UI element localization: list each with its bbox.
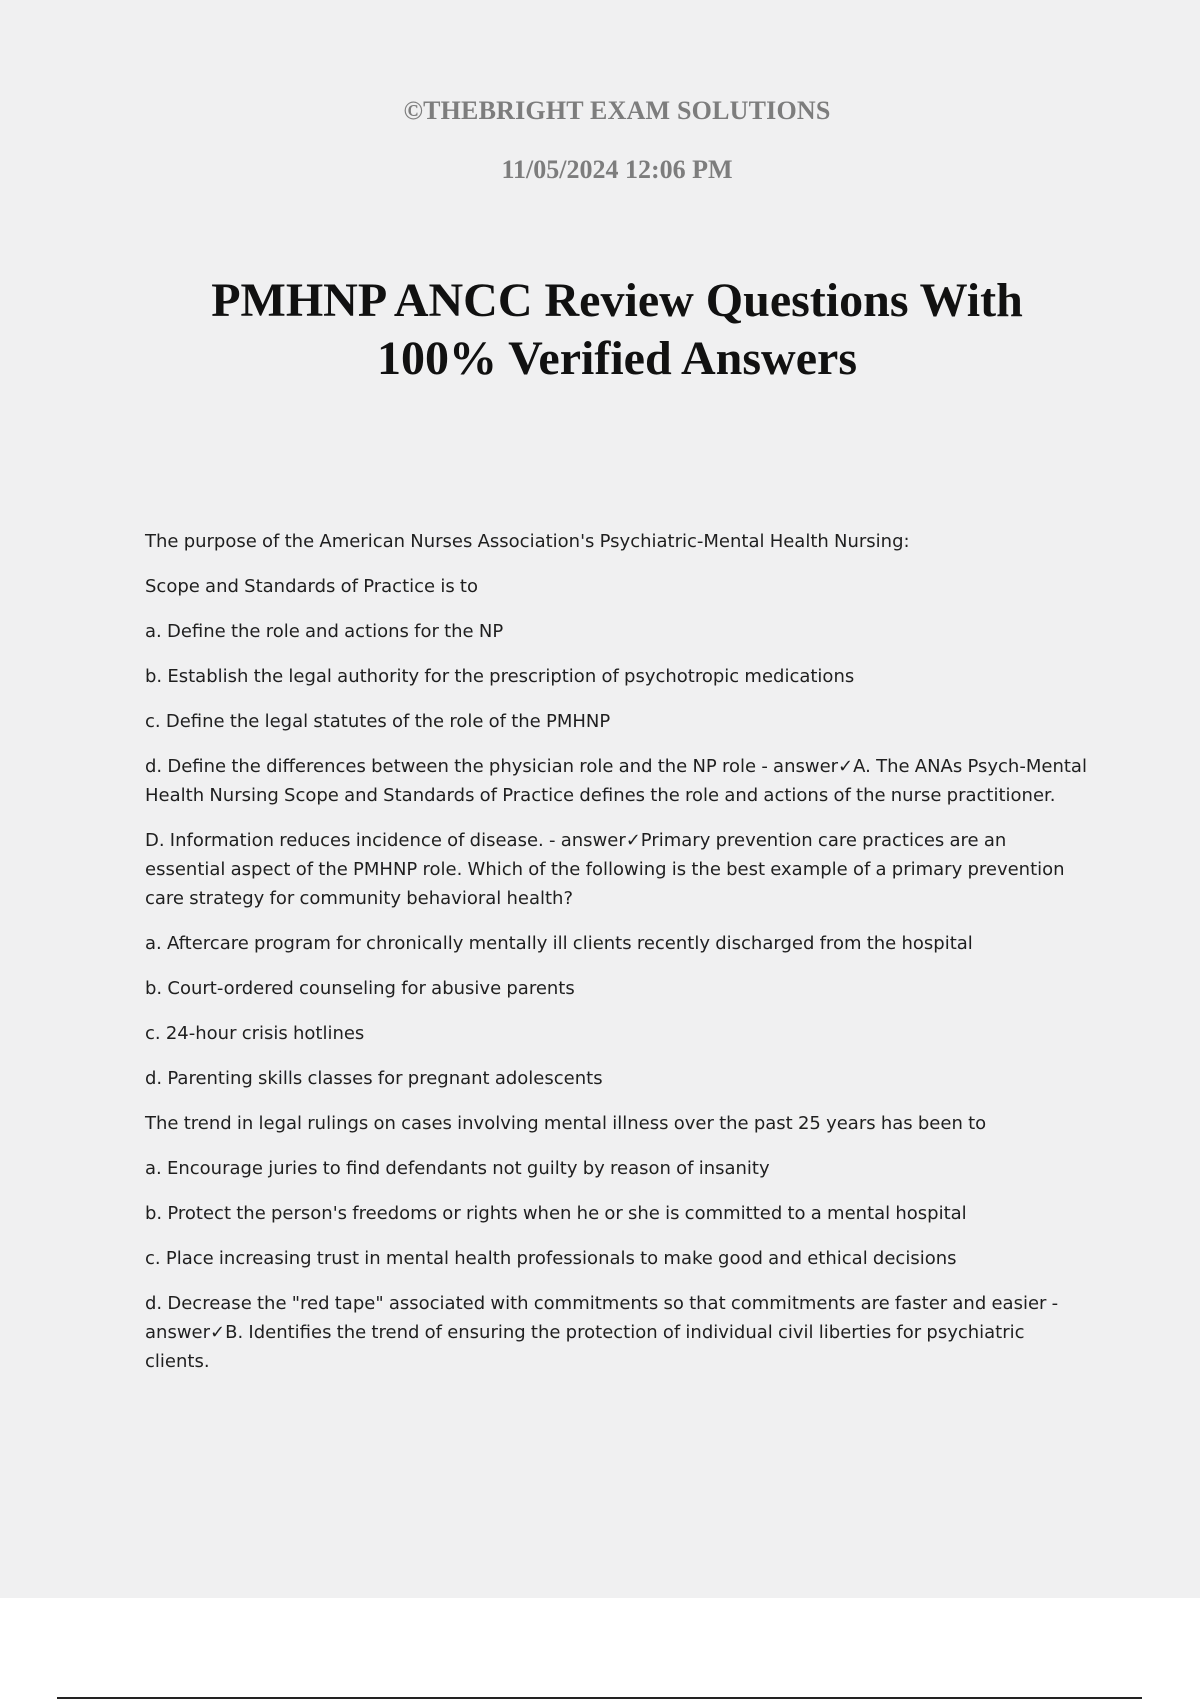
question-3-option-a: a. Encourage juries to find defendants not guilty by reason of insanity: [145, 1158, 770, 1179]
question-2-option-b: b. Court-ordered counseling for abusive parents: [145, 978, 575, 999]
question-1-option-b: b. Establish the legal authority for the prescription of psychotropic medications: [145, 666, 855, 687]
question-1-stem-cont: Scope and Standards of Practice is to: [145, 576, 478, 597]
question-3-option-b: b. Protect the person's freedoms or rights when he or she is committed to a mental hospital: [145, 1203, 967, 1224]
header-datetime: 11/05/2024 12:06 PM: [501, 155, 733, 184]
header-copyright: ©THEBRIGHT EXAM SOLUTIONS: [403, 96, 831, 125]
bottom-rule-divider: [57, 1697, 1142, 1699]
question-2-stem: D. Information reduces incidence of disease. - answer✓Primary prevention care practices are an essential aspect of the PMHNP role. Which of the following is the best example of a primary prevention care strategy for community behavioral health?: [145, 830, 1065, 909]
question-1-option-a: a. Define the role and actions for the NP: [145, 621, 504, 642]
question-3-option-c: c. Place increasing trust in mental health professionals to make good and ethical decisions: [145, 1248, 957, 1269]
title-line-2: 100% Verified Answers: [377, 332, 857, 385]
question-2-option-c: c. 24-hour crisis hotlines: [145, 1023, 365, 1044]
title-line-1: PMHNP ANCC Review Questions With: [211, 274, 1023, 327]
document-title: [0, 272, 1200, 388]
question-2-option-d: d. Parenting skills classes for pregnant adolescents: [145, 1068, 603, 1089]
document-body: [145, 527, 1090, 1392]
question-3-stem: The trend in legal rulings on cases involving mental illness over the past 25 years has been to: [145, 1113, 987, 1134]
question-3-option-d-answer: d. Decrease the "red tape" associated with commitments so that commitments are faster and easier - answer✓B. Identifies the trend of ensuring the protection of individual civil liberties for psychiatric clients.: [145, 1293, 1059, 1372]
question-1-option-c: c. Define the legal statutes of the role of the PMHNP: [145, 711, 611, 732]
question-1-stem: The purpose of the American Nurses Association's Psychiatric-Mental Health Nursing:: [145, 531, 910, 552]
question-1-option-d-answer: d. Define the differences between the physician role and the NP role - answer✓A. The ANAs Psych-Mental Health Nursing Scope and Standards of Practice defines the role and actions of the nurse practitioner.: [145, 756, 1087, 806]
question-2-option-a: a. Aftercare program for chronically mentally ill clients recently discharged from the hospital: [145, 933, 973, 954]
